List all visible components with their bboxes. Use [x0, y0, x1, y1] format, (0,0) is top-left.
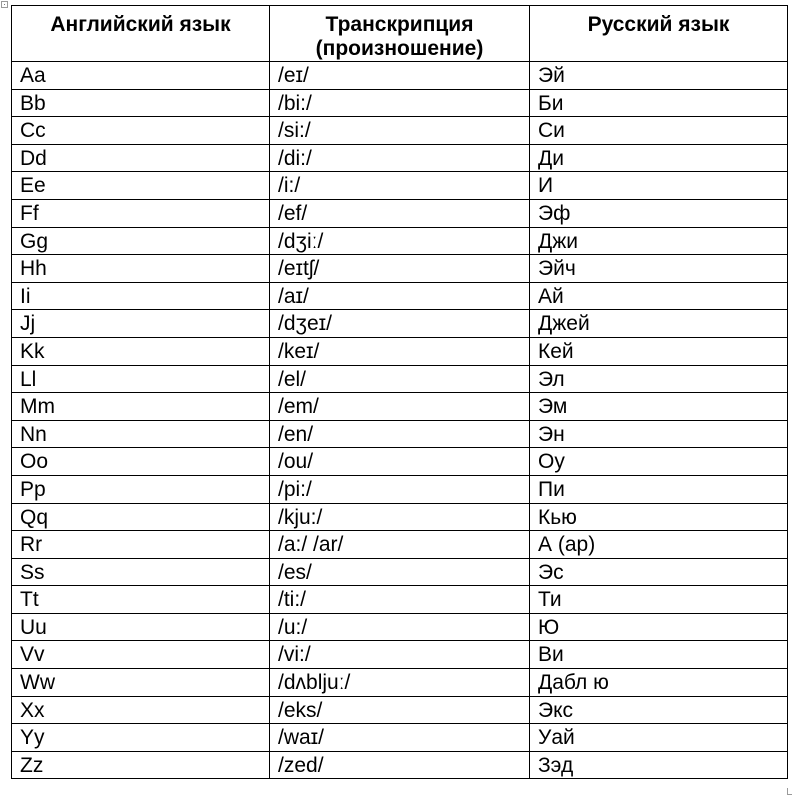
cell-russian: Экс — [530, 696, 788, 724]
cell-transcription: /si:/ — [270, 117, 530, 145]
cell-russian: Зэд — [530, 751, 788, 779]
cell-english-letter: Kk — [12, 337, 270, 365]
cell-transcription: /dʌbljuː/ — [270, 669, 530, 697]
table-row — [12, 531, 788, 559]
cell-transcription: /a:/ /ar/ — [270, 531, 530, 559]
cell-english-letter: Ff — [12, 199, 270, 227]
cell-russian: Ти — [530, 586, 788, 614]
cell-russian: Эс — [530, 558, 788, 586]
cell-english-letter: Gg — [12, 227, 270, 255]
cell-russian: Джей — [530, 310, 788, 338]
table-row — [12, 227, 788, 255]
table-row — [12, 503, 788, 531]
cell-english-letter: Ee — [12, 172, 270, 200]
cell-russian: Эйч — [530, 255, 788, 283]
cell-english-letter: Nn — [12, 420, 270, 448]
cell-transcription: /em/ — [270, 393, 530, 421]
cell-english-letter: Zz — [12, 751, 270, 779]
cell-english-letter: Bb — [12, 89, 270, 117]
table-row — [12, 724, 788, 752]
table-row — [12, 393, 788, 421]
table-move-handle[interactable] — [1, 1, 8, 8]
cell-transcription: /en/ — [270, 420, 530, 448]
table-row — [12, 89, 788, 117]
table-row — [12, 199, 788, 227]
table-row — [12, 144, 788, 172]
cell-russian: Уай — [530, 724, 788, 752]
cell-english-letter: Ww — [12, 669, 270, 697]
table-row — [12, 669, 788, 697]
alphabet-table — [11, 5, 788, 779]
cell-russian: Би — [530, 89, 788, 117]
table-row — [12, 586, 788, 614]
cell-english-letter: Hh — [12, 255, 270, 283]
cell-transcription: /i:/ — [270, 172, 530, 200]
table-row — [12, 365, 788, 393]
cell-english-letter: Ii — [12, 282, 270, 310]
cell-russian: Ви — [530, 641, 788, 669]
cell-english-letter: Ss — [12, 558, 270, 586]
cell-english-letter: Vv — [12, 641, 270, 669]
cell-transcription: /dʒiː/ — [270, 227, 530, 255]
table-row — [12, 696, 788, 724]
cell-transcription: /ou/ — [270, 448, 530, 476]
table-row — [12, 310, 788, 338]
table-header-row — [12, 6, 788, 62]
cell-transcription: /ti:/ — [270, 586, 530, 614]
cell-russian: Эн — [530, 420, 788, 448]
cell-transcription: /el/ — [270, 365, 530, 393]
table-row — [12, 255, 788, 283]
cell-english-letter: Uu — [12, 613, 270, 641]
cell-english-letter: Oo — [12, 448, 270, 476]
cell-english-letter: Jj — [12, 310, 270, 338]
cell-russian: Кей — [530, 337, 788, 365]
cell-transcription: /eks/ — [270, 696, 530, 724]
table-row — [12, 282, 788, 310]
cell-english-letter: Mm — [12, 393, 270, 421]
cell-transcription: /eɪ/ — [270, 62, 530, 90]
table-row — [12, 172, 788, 200]
cell-russian: Ай — [530, 282, 788, 310]
table-row — [12, 475, 788, 503]
cell-transcription: /bi:/ — [270, 89, 530, 117]
cell-transcription: /ef/ — [270, 199, 530, 227]
cell-transcription: /pi:/ — [270, 475, 530, 503]
cell-transcription: /zed/ — [270, 751, 530, 779]
cell-transcription: /waɪ/ — [270, 724, 530, 752]
cell-transcription: /es/ — [270, 558, 530, 586]
cell-english-letter: Cc — [12, 117, 270, 145]
table-row — [12, 751, 788, 779]
cell-transcription: /vi:/ — [270, 641, 530, 669]
cell-russian: Оу — [530, 448, 788, 476]
cell-english-letter: Rr — [12, 531, 270, 559]
cell-russian: Кью — [530, 503, 788, 531]
cell-russian: Си — [530, 117, 788, 145]
cell-russian: Эм — [530, 393, 788, 421]
cell-english-letter: Pp — [12, 475, 270, 503]
table-row — [12, 337, 788, 365]
cell-transcription: /u:/ — [270, 613, 530, 641]
table-row — [12, 448, 788, 476]
cell-transcription: /eɪtʃ/ — [270, 255, 530, 283]
cell-english-letter: Tt — [12, 586, 270, 614]
cell-english-letter: Dd — [12, 144, 270, 172]
cell-russian: Пи — [530, 475, 788, 503]
table-row — [12, 613, 788, 641]
cell-transcription: /dʒeɪ/ — [270, 310, 530, 338]
cell-english-letter: Yy — [12, 724, 270, 752]
cell-transcription: /kju:/ — [270, 503, 530, 531]
header-transcription: Транскрипция (произношение) — [270, 6, 530, 62]
cell-russian: Дабл ю — [530, 669, 788, 697]
table-row — [12, 420, 788, 448]
cell-transcription: /di:/ — [270, 144, 530, 172]
cell-russian: Ди — [530, 144, 788, 172]
cell-english-letter: Aa — [12, 62, 270, 90]
table-row — [12, 62, 788, 90]
table-row — [12, 117, 788, 145]
cell-english-letter: Qq — [12, 503, 270, 531]
table-resize-handle[interactable] — [787, 788, 792, 795]
cell-russian: Ю — [530, 613, 788, 641]
cell-english-letter: Xx — [12, 696, 270, 724]
table-body — [12, 62, 788, 779]
cell-transcription: /keɪ/ — [270, 337, 530, 365]
cell-transcription: /aɪ/ — [270, 282, 530, 310]
header-russian: Русский язык — [530, 6, 788, 62]
table-row — [12, 558, 788, 586]
table-row — [12, 641, 788, 669]
cell-russian: И — [530, 172, 788, 200]
cell-russian: Джи — [530, 227, 788, 255]
cell-russian: Эй — [530, 62, 788, 90]
header-english: Английский язык — [12, 6, 270, 62]
cell-english-letter: Ll — [12, 365, 270, 393]
cell-russian: Эф — [530, 199, 788, 227]
cell-russian: Эл — [530, 365, 788, 393]
cell-russian: А (ар) — [530, 531, 788, 559]
